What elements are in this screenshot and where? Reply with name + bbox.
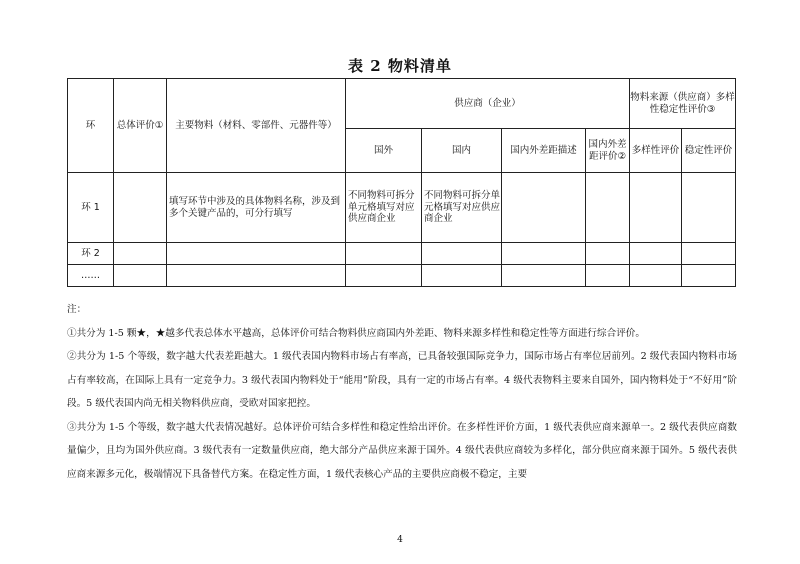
row-ring: 环 2 (68, 243, 114, 265)
row-diversity (630, 173, 682, 243)
row-foreign (346, 243, 422, 265)
row-ring: 环 1 (68, 173, 114, 243)
table-row (68, 265, 736, 287)
table-title: 表 2 物料清单 (348, 57, 452, 75)
notes-section (67, 298, 737, 486)
row-gap-desc (502, 265, 586, 287)
header-overall: 总体评价① (114, 79, 167, 173)
row-overall (114, 173, 167, 243)
notes-label: 注： (67, 304, 87, 315)
header-domestic: 国内 (422, 129, 502, 173)
table-row (68, 243, 736, 265)
header-materials: 主要物料（材料、零部件、元器件等） (167, 79, 346, 173)
row-gap-desc (502, 173, 586, 243)
row-gap-eval (586, 265, 630, 287)
header-stability: 稳定性评价 (682, 129, 736, 173)
row-domestic (422, 265, 502, 287)
header-gap-eval-line2: 距评价② (588, 150, 627, 162)
header-ring: 环 (68, 79, 114, 173)
row-gap-eval (586, 173, 630, 243)
row-materials (167, 265, 346, 287)
note-2: ②共分为 1-5 个等级，数字越大代表差距越大。1 级代表国内物料市场占有率高，已具备较强国际竞争力，国际市场占有率位居前列。2 级代表国内物料市场占有率较高，在国际上具有一定竞争力。3 级代表国内物料处于“能用”阶段，具有一定的市场占有率。4 级代表物料主要来自国外，国内物料处于“不好用”阶段。5 级代表国内尚无相关物料供应商，受欧对国家把控。 (67, 351, 737, 409)
header-source-stability (630, 79, 736, 129)
header-gap-desc: 国内外差距描述 (502, 129, 586, 173)
header-diversity: 多样性评价 (630, 129, 682, 173)
row-foreign: 不同物料可拆分单元格填写对应供应商企业 (346, 173, 422, 243)
row-stability (682, 173, 736, 243)
row-gap-eval (586, 243, 630, 265)
header-supplier: 供应商（企业） (346, 79, 630, 129)
note-1: ①共分为 1-5 颗★，★越多代表总体水平越高，总体评价可结合物料供应商国内外差距、物料来源多样性和稳定性等方面进行综合评价。 (67, 327, 645, 339)
header-gap-eval-line1: 国内外差 (588, 138, 627, 150)
row-domestic (422, 243, 502, 265)
table-row (68, 173, 736, 243)
header-foreign: 国外 (346, 129, 422, 173)
row-ring: …… (68, 265, 114, 287)
row-stability (682, 243, 736, 265)
row-overall (114, 243, 167, 265)
note-3: ③共分为 1-5 个等级，数字越大代表情况越好。总体评价可结合多样性和稳定性给出评价。在多样性评价方面，1 级代表供应商来源单一。2 级代表供应商数量偏少，且均为国外供应商。3 级代表有一定数量供应商，绝大部分产品供应来源于国外。4 级代表供应商较为多样化，部分供应商来源于国外。5 级代表供应商来源多元化，极端情况下具备替代方案。在稳定性方面，1 级代表核心产品的主要供应商极不稳定，主要 (67, 421, 737, 480)
row-diversity (630, 265, 682, 287)
materials-table (67, 78, 736, 287)
header-source-line1: 物料来源（供应商）多样 (630, 91, 735, 103)
header-source-line2: 性稳定性评价③ (649, 103, 716, 115)
page-number: 4 (397, 535, 403, 545)
row-materials: 填写环节中涉及的具体物料名称，涉及到多个关键产品的，可分行填写 (167, 173, 346, 243)
row-gap-desc (502, 243, 586, 265)
row-stability (682, 265, 736, 287)
row-diversity (630, 243, 682, 265)
row-foreign (346, 265, 422, 287)
row-overall (114, 265, 167, 287)
row-domestic: 不同物料可拆分单元格填写对应供应商企业 (422, 173, 502, 243)
row-materials (167, 243, 346, 265)
header-gap-eval (586, 129, 630, 173)
